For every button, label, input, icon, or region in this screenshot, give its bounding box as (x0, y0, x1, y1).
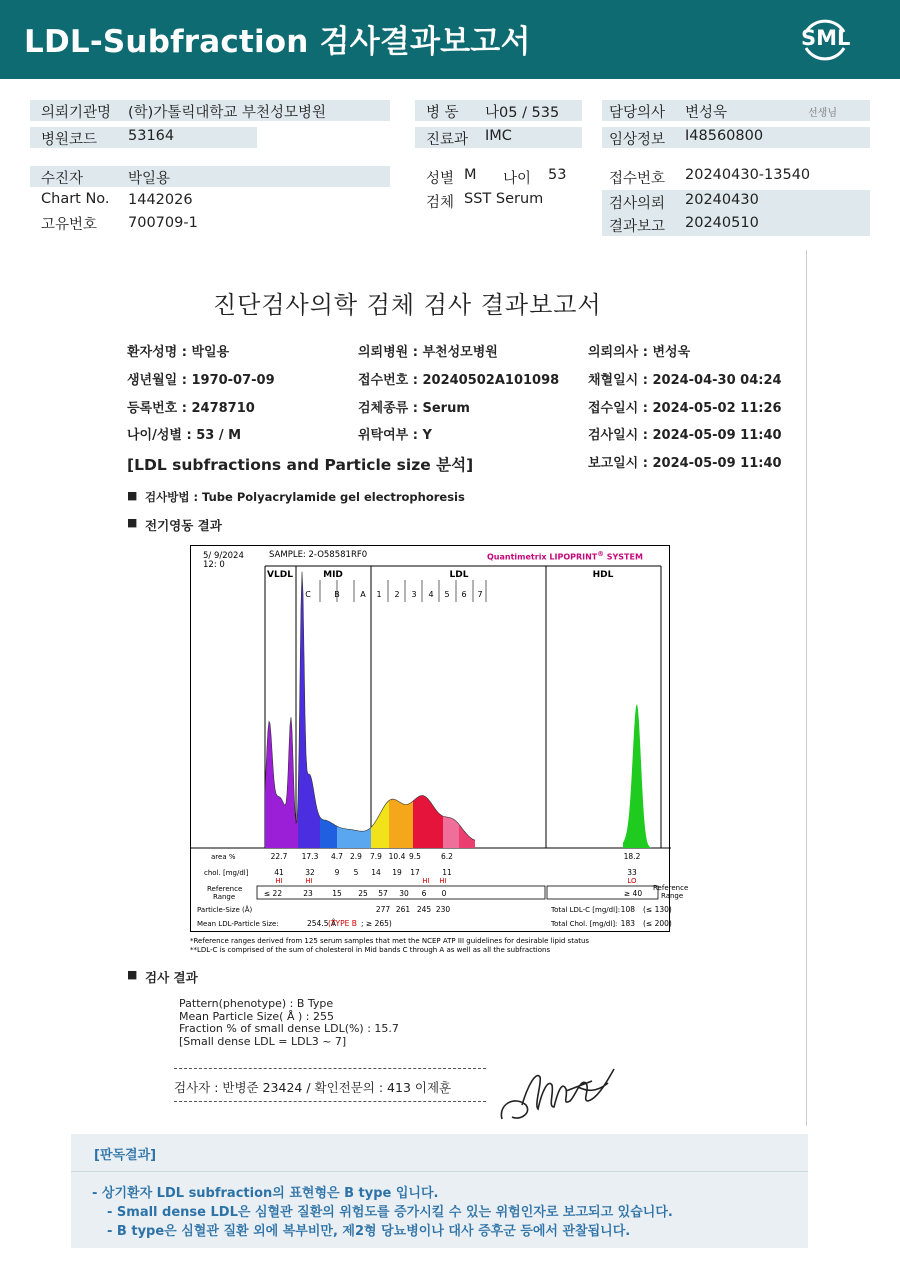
band-label: C (305, 590, 311, 599)
result-line: [Small dense LDL = LDL3 ~ 7] (179, 1035, 347, 1048)
chart-sample: SAMPLE: 2-O58581RF0 (269, 550, 368, 560)
doc-field: 접수번호 : 20240502A101098 (358, 373, 560, 388)
divider (174, 1068, 486, 1069)
chol-value: 5 (353, 868, 359, 877)
ref-value: 15 (332, 889, 342, 898)
band-label: 3 (411, 590, 417, 599)
report-label: 결과보고 (609, 219, 666, 235)
bullet-icon: ■ (127, 489, 138, 502)
chart-time: 12: 0 (203, 560, 225, 570)
verdict-panel (71, 1134, 808, 1248)
flag-value: HI (275, 877, 283, 885)
psize-value: 277 (375, 905, 391, 914)
chol-value: 32 (305, 868, 315, 877)
doc-title: 진단검사의학 검체 검사 결과보고서 (213, 291, 602, 319)
chol-value: 41 (274, 868, 284, 877)
divider (71, 1171, 808, 1172)
hosp-code-value: 53164 (128, 128, 175, 144)
ref-side-label: Reference (653, 884, 689, 892)
result-line: Pattern(phenotype) : B Type (179, 997, 334, 1010)
doc-field: 나이/성별 : 53 / M (127, 428, 242, 443)
doc-field: 환자성명 : 박일용 (127, 345, 230, 360)
band-label: 5 (444, 590, 450, 599)
flag-value: HI (439, 877, 447, 885)
band-label: 7 (477, 590, 483, 599)
psize-value: 261 (395, 905, 411, 914)
doc-field: 검체종류 : Serum (358, 401, 470, 416)
psize-label: Particle-Size (Å) (197, 906, 253, 914)
chol-value: 33 (627, 868, 637, 877)
group-label: LDL (449, 570, 469, 580)
psize-value: 245 (416, 905, 432, 914)
sex-label: 성별 (426, 171, 455, 187)
profile-segment (623, 704, 651, 848)
flag-value: HI (305, 877, 313, 885)
req-inst-value: (학)가톨릭대학교 부천성모병원 (128, 105, 327, 121)
ref-value: 57 (378, 889, 388, 898)
area-value: 7.9 (370, 852, 382, 861)
chart-brand: Quantimetrix LIPOPRINT® SYSTEM (487, 550, 643, 562)
area-value: 9.5 (409, 852, 421, 861)
ref-value: 6 (421, 889, 427, 898)
doc-result-heading: 검사 결과 (145, 970, 198, 985)
doc-field: 접수일시 : 2024-05-02 11:26 (588, 401, 782, 416)
bullet-icon: ■ (127, 968, 138, 981)
receipt-value: 20240430-13540 (685, 167, 811, 183)
report-title: LDL-Subfraction 검사결과보고서 (24, 24, 531, 60)
verdict-line: - Small dense LDL은 심혈관 질환의 위험도를 증가시킬 수 있는 위험인자로 보고되고 있습니다. (107, 1205, 673, 1220)
psize-value: 230 (435, 905, 451, 914)
group-label: MID (323, 570, 343, 580)
signer-line: 검사자 : 반병준 23424 / 확인전문의 : 413 이제훈 (174, 1080, 452, 1095)
chart-footnote: **LDL-C is comprised of the sum of cholesterol in Mid bands C through A as well as all the subfractions (190, 946, 551, 954)
profile-segment (389, 799, 413, 848)
chol-value: 17 (410, 868, 420, 877)
req-inst-label: 의뢰기관명 (41, 105, 112, 121)
report-value: 20240510 (685, 215, 759, 231)
verdict-line: - B type은 심혈관 질환 외에 복부비만, 제2형 당뇨병이나 대사 증후군 등에서 관찰됩니다. (107, 1224, 631, 1239)
mean-type: (TYPE B (328, 919, 357, 928)
flag-value: HI (422, 877, 430, 885)
ref-value: 0 (441, 889, 447, 898)
ref-value: 30 (399, 889, 409, 898)
dept-value: IMC (485, 128, 512, 144)
total-ldl-label: Total LDL-C [mg/dl]: (551, 906, 621, 914)
patient-value: 박일용 (128, 171, 171, 187)
profile-segment (320, 817, 337, 848)
ward-value: 나05 / 535 (485, 105, 560, 121)
age-value: 53 (548, 167, 567, 183)
result-line: Mean Particle Size( Å ) : 255 (179, 1010, 334, 1023)
mean-value: 254.5 Å (307, 919, 336, 928)
dept-label: 진료과 (426, 132, 469, 148)
lipoprint-svg (191, 546, 689, 933)
doc-report-time: 보고일시 : 2024-05-09 11:40 (588, 456, 782, 471)
profile-segment (265, 717, 298, 848)
doc-electro-heading: 전기영동 결과 (145, 518, 222, 533)
mean-label: Mean LDL-Particle Size: (197, 920, 279, 928)
unique-no-value: 700709-1 (128, 215, 198, 231)
mean-tail: ; ≥ 265) (361, 919, 392, 928)
doc-field: 등록번호 : 2478710 (127, 401, 255, 416)
total-chol-value: 183 (620, 919, 635, 928)
area-value: 17.3 (301, 852, 319, 861)
profile-segment (413, 796, 443, 849)
info-bar (30, 166, 390, 187)
request-label: 검사의뢰 (609, 196, 666, 212)
profile-segment (443, 816, 459, 848)
band-label: 2 (394, 590, 400, 599)
profile-segment (337, 826, 371, 848)
bullet-icon: ■ (127, 516, 138, 529)
table-row-label: Reference (207, 885, 243, 893)
band-label: A (360, 590, 366, 599)
area-value: 22.7 (270, 852, 288, 861)
doc-field: 의뢰병원 : 부천성모병원 (358, 345, 498, 360)
doctor-label: 담당의사 (609, 105, 666, 121)
chol-value: 9 (334, 868, 340, 877)
doc-field: 채혈일시 : 2024-04-30 04:24 (588, 373, 782, 388)
group-label: HDL (592, 570, 614, 580)
doc-field: 위탁여부 : Y (358, 428, 432, 443)
total-chol-label: Total Chol. [mg/dl]: (551, 920, 618, 928)
verdict-heading: [판독결과] (94, 1148, 157, 1163)
chart-no-label: Chart No. (41, 191, 110, 207)
ref-value: ≤ 22 (263, 889, 283, 898)
ref-value: 25 (358, 889, 368, 898)
area-value: 10.4 (388, 852, 406, 861)
logo-text: SML (801, 26, 851, 50)
result-line: Fraction % of small dense LDL(%) : 15.7 (179, 1022, 399, 1035)
chol-value: 19 (392, 868, 402, 877)
doc-field: 생년월일 : 1970-07-09 (127, 373, 275, 388)
flag-value: LO (627, 877, 637, 885)
doc-method: 검사방법 : Tube Polyacrylamide gel electrophoresis (145, 490, 465, 504)
divider (174, 1101, 486, 1102)
hosp-code-label: 병원코드 (41, 132, 98, 148)
sex-value: M (464, 167, 477, 183)
specimen-label: 검체 (426, 195, 455, 211)
ref-value: 23 (303, 889, 313, 898)
ward-label: 병 동 (426, 105, 459, 121)
chart-footnote: *Reference ranges derived from 125 serum samples that met the NCEP ATP III guidelines for desirable lipid status (190, 937, 590, 945)
clinical-value: I48560800 (685, 128, 764, 144)
total-chol-ref: (≤ 200) (643, 919, 672, 928)
sml-logo (798, 12, 852, 66)
signature-icon (496, 1061, 626, 1127)
area-value: 18.2 (623, 852, 641, 861)
chol-value: 11 (442, 868, 452, 877)
ref-value: ≥ 40 (623, 889, 643, 898)
area-value: 4.7 (331, 852, 343, 861)
patient-label: 수진자 (41, 171, 84, 187)
lipoprint-chart (190, 545, 689, 932)
ref-side-label: Range (661, 892, 684, 900)
chart-no-value: 1442026 (128, 192, 193, 208)
request-value: 20240430 (685, 192, 759, 208)
area-value: 6.2 (441, 852, 453, 861)
doc-field: 의뢰의사 : 변성욱 (588, 345, 691, 360)
specimen-value: SST Serum (464, 191, 544, 207)
table-row-label: area % (211, 853, 236, 861)
age-label: 나이 (503, 171, 532, 187)
band-label: 6 (461, 590, 467, 599)
total-ldl-value: 108 (620, 905, 635, 914)
report-header (0, 0, 900, 79)
doctor-value: 변성욱 (685, 105, 728, 121)
doc-field: 검사일시 : 2024-05-09 11:40 (588, 428, 782, 443)
band-label: B (334, 590, 340, 599)
unique-no-label: 고유번호 (41, 217, 98, 233)
doctor-suffix: 선생님 (808, 108, 837, 119)
group-label: VLDL (267, 570, 293, 580)
doc-section-title: [LDL subfractions and Particle size 분석] (127, 456, 474, 474)
band-label: 1 (376, 590, 382, 599)
table-row-label: Range (213, 893, 236, 901)
verdict-line: - 상기환자 LDL subfraction의 표현형은 B type 입니다. (92, 1186, 439, 1201)
table-row-label: chol. [mg/dl] (204, 869, 249, 877)
chol-value: 14 (371, 868, 381, 877)
chart-date: 5/ 9/2024 (203, 551, 244, 561)
area-value: 2.9 (350, 852, 362, 861)
band-label: 4 (428, 590, 434, 599)
total-ldl-ref: (≤ 130) (643, 905, 672, 914)
clinical-label: 임상정보 (609, 132, 666, 148)
receipt-label: 접수번호 (609, 171, 666, 187)
